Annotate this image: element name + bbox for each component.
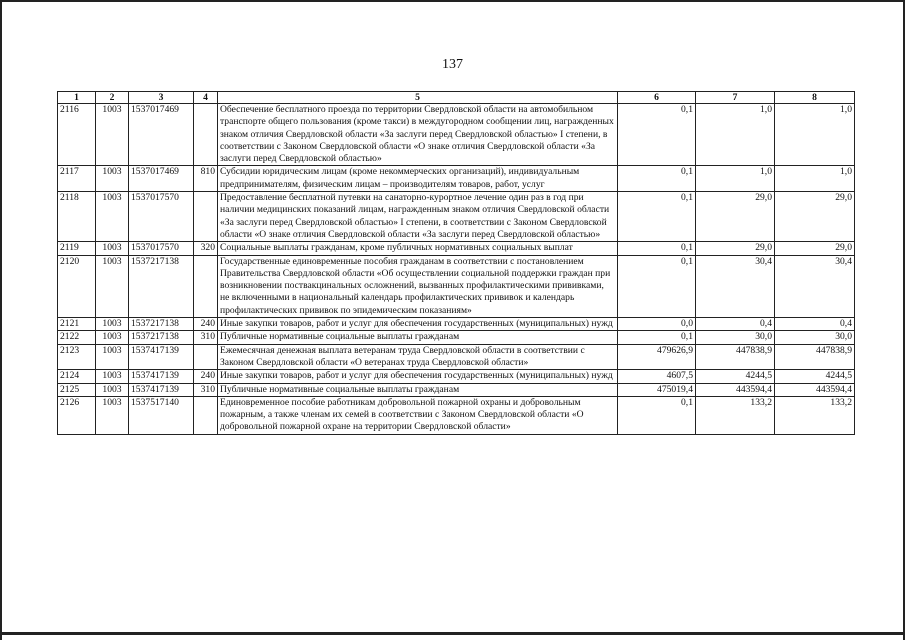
item-name: Социальные выплаты гражданам, кроме публичных нормативных социальных выплат	[218, 242, 618, 255]
amount-col-6: 0,1	[618, 242, 696, 255]
expense-type-code: 310	[194, 383, 218, 396]
amount-col-8: 4244,5	[775, 370, 855, 383]
target-article-code: 1537217138	[129, 331, 194, 344]
section-code: 1003	[96, 104, 129, 166]
amount-col-6: 0,1	[618, 192, 696, 242]
column-header: 7	[696, 92, 775, 104]
section-code: 1003	[96, 344, 129, 370]
row-number: 2124	[58, 370, 96, 383]
table-row	[58, 370, 855, 383]
section-code: 1003	[96, 370, 129, 383]
amount-col-8: 30,0	[775, 331, 855, 344]
table-row	[58, 104, 855, 166]
amount-col-7: 443594,4	[696, 383, 775, 396]
bottom-border	[0, 632, 905, 635]
budget-table	[57, 91, 855, 435]
amount-col-8: 443594,4	[775, 383, 855, 396]
target-article-code: 1537017469	[129, 104, 194, 166]
amount-col-8: 447838,9	[775, 344, 855, 370]
amount-col-6: 0,1	[618, 104, 696, 166]
row-number: 2126	[58, 396, 96, 434]
section-code: 1003	[96, 396, 129, 434]
item-name: Субсидии юридическим лицам (кроме некоммерческих организаций), индивидуальным предпринимателям, физическим лицам – производителям товаров, работ, услуг	[218, 166, 618, 192]
expense-type-code	[194, 255, 218, 317]
row-number: 2118	[58, 192, 96, 242]
table-row	[58, 192, 855, 242]
expense-type-code	[194, 104, 218, 166]
expense-type-code	[194, 396, 218, 434]
target-article-code: 1537017469	[129, 166, 194, 192]
row-number: 2125	[58, 383, 96, 396]
amount-col-8: 1,0	[775, 104, 855, 166]
item-name: Предоставление бесплатной путевки на санаторно-курортное лечение один раз в год при наличии медицинских показаний лицам, награжденным знаком отличия Свердловской области «За заслуги перед Свердловской областью» I степени, в соответствии с Законом Свердловской области «О знаке отличия Свердловской области «За заслуги перед Свердловской областью»	[218, 192, 618, 242]
amount-col-6: 0,0	[618, 318, 696, 331]
column-header: 3	[129, 92, 194, 104]
amount-col-7: 1,0	[696, 166, 775, 192]
expense-type-code: 240	[194, 318, 218, 331]
row-number: 2119	[58, 242, 96, 255]
item-name: Иные закупки товаров, работ и услуг для обеспечения государственных (муниципальных) нужд	[218, 370, 618, 383]
row-number: 2117	[58, 166, 96, 192]
row-number: 2116	[58, 104, 96, 166]
expense-type-code: 310	[194, 331, 218, 344]
item-name: Публичные нормативные социальные выплаты гражданам	[218, 331, 618, 344]
item-name: Ежемесячная денежная выплата ветеранам труда Свердловской области в соответствии с Законом Свердловской области «О ветеранах труда Свердловской области»	[218, 344, 618, 370]
row-number: 2122	[58, 331, 96, 344]
table-row	[58, 318, 855, 331]
table-row	[58, 255, 855, 317]
item-name: Публичные нормативные социальные выплаты гражданам	[218, 383, 618, 396]
amount-col-8: 30,4	[775, 255, 855, 317]
amount-col-7: 4244,5	[696, 370, 775, 383]
table-row	[58, 166, 855, 192]
table-body	[58, 104, 855, 435]
target-article-code: 1537017570	[129, 242, 194, 255]
amount-col-8: 1,0	[775, 166, 855, 192]
amount-col-8: 29,0	[775, 192, 855, 242]
amount-col-7: 30,4	[696, 255, 775, 317]
section-code: 1003	[96, 383, 129, 396]
amount-col-7: 0,4	[696, 318, 775, 331]
row-number: 2123	[58, 344, 96, 370]
amount-col-7: 29,0	[696, 192, 775, 242]
target-article-code: 1537417139	[129, 370, 194, 383]
amount-col-8: 29,0	[775, 242, 855, 255]
column-header: 8	[775, 92, 855, 104]
column-header: 5	[218, 92, 618, 104]
amount-col-6: 475019,4	[618, 383, 696, 396]
row-number: 2121	[58, 318, 96, 331]
expense-type-code: 810	[194, 166, 218, 192]
section-code: 1003	[96, 318, 129, 331]
target-article-code: 1537417139	[129, 344, 194, 370]
amount-col-7: 1,0	[696, 104, 775, 166]
amount-col-6: 0,1	[618, 396, 696, 434]
item-name: Обеспечение бесплатного проезда по территории Свердловской области на автомобильном транспорте общего пользования (кроме такси) в междугородном сообщении лиц, награжденных знаком отличия Свердловской области «За заслуги перед Свердловской областью» I степени, в соответствии с Законом Свердловской области «О знаке отличия Свердловской области «За заслуги перед Свердловской областью»	[218, 104, 618, 166]
target-article-code: 1537217138	[129, 255, 194, 317]
section-code: 1003	[96, 331, 129, 344]
target-article-code: 1537217138	[129, 318, 194, 331]
expense-type-code: 240	[194, 370, 218, 383]
section-code: 1003	[96, 166, 129, 192]
amount-col-8: 0,4	[775, 318, 855, 331]
amount-col-6: 0,1	[618, 331, 696, 344]
table-row	[58, 396, 855, 434]
table-row	[58, 242, 855, 255]
amount-col-8: 133,2	[775, 396, 855, 434]
item-name: Государственные единовременные пособия гражданам в соответствии с постановлением Правительства Свердловской области «Об осуществлении социальной поддержки граждан при возникновении поствакцинальных осложнений, вызванных профилактическими прививками, не включенными в национальный календарь профилактических прививок и календарь профилактических прививок по эпидемическим показаниям»	[218, 255, 618, 317]
column-header: 1	[58, 92, 96, 104]
section-code: 1003	[96, 255, 129, 317]
table-row	[58, 383, 855, 396]
table-row	[58, 344, 855, 370]
column-header: 6	[618, 92, 696, 104]
amount-col-6: 4607,5	[618, 370, 696, 383]
target-article-code: 1537017570	[129, 192, 194, 242]
column-header: 4	[194, 92, 218, 104]
table-header-row	[58, 92, 855, 104]
target-article-code: 1537517140	[129, 396, 194, 434]
expense-type-code: 320	[194, 242, 218, 255]
amount-col-6: 0,1	[618, 255, 696, 317]
amount-col-7: 133,2	[696, 396, 775, 434]
target-article-code: 1537417139	[129, 383, 194, 396]
amount-col-7: 30,0	[696, 331, 775, 344]
amount-col-6: 0,1	[618, 166, 696, 192]
item-name: Иные закупки товаров, работ и услуг для обеспечения государственных (муниципальных) нужд	[218, 318, 618, 331]
amount-col-7: 29,0	[696, 242, 775, 255]
amount-col-6: 479626,9	[618, 344, 696, 370]
column-header: 2	[96, 92, 129, 104]
amount-col-7: 447838,9	[696, 344, 775, 370]
table-row	[58, 331, 855, 344]
row-number: 2120	[58, 255, 96, 317]
expense-type-code	[194, 344, 218, 370]
expense-type-code	[194, 192, 218, 242]
page-number: 137	[442, 57, 463, 72]
section-code: 1003	[96, 192, 129, 242]
section-code: 1003	[96, 242, 129, 255]
item-name: Единовременное пособие работникам добровольной пожарной охраны и добровольным пожарным, а также членам их семей в соответствии с Законом Свердловской области «О добровольной пожарной охране на территории Свердловской области»	[218, 396, 618, 434]
